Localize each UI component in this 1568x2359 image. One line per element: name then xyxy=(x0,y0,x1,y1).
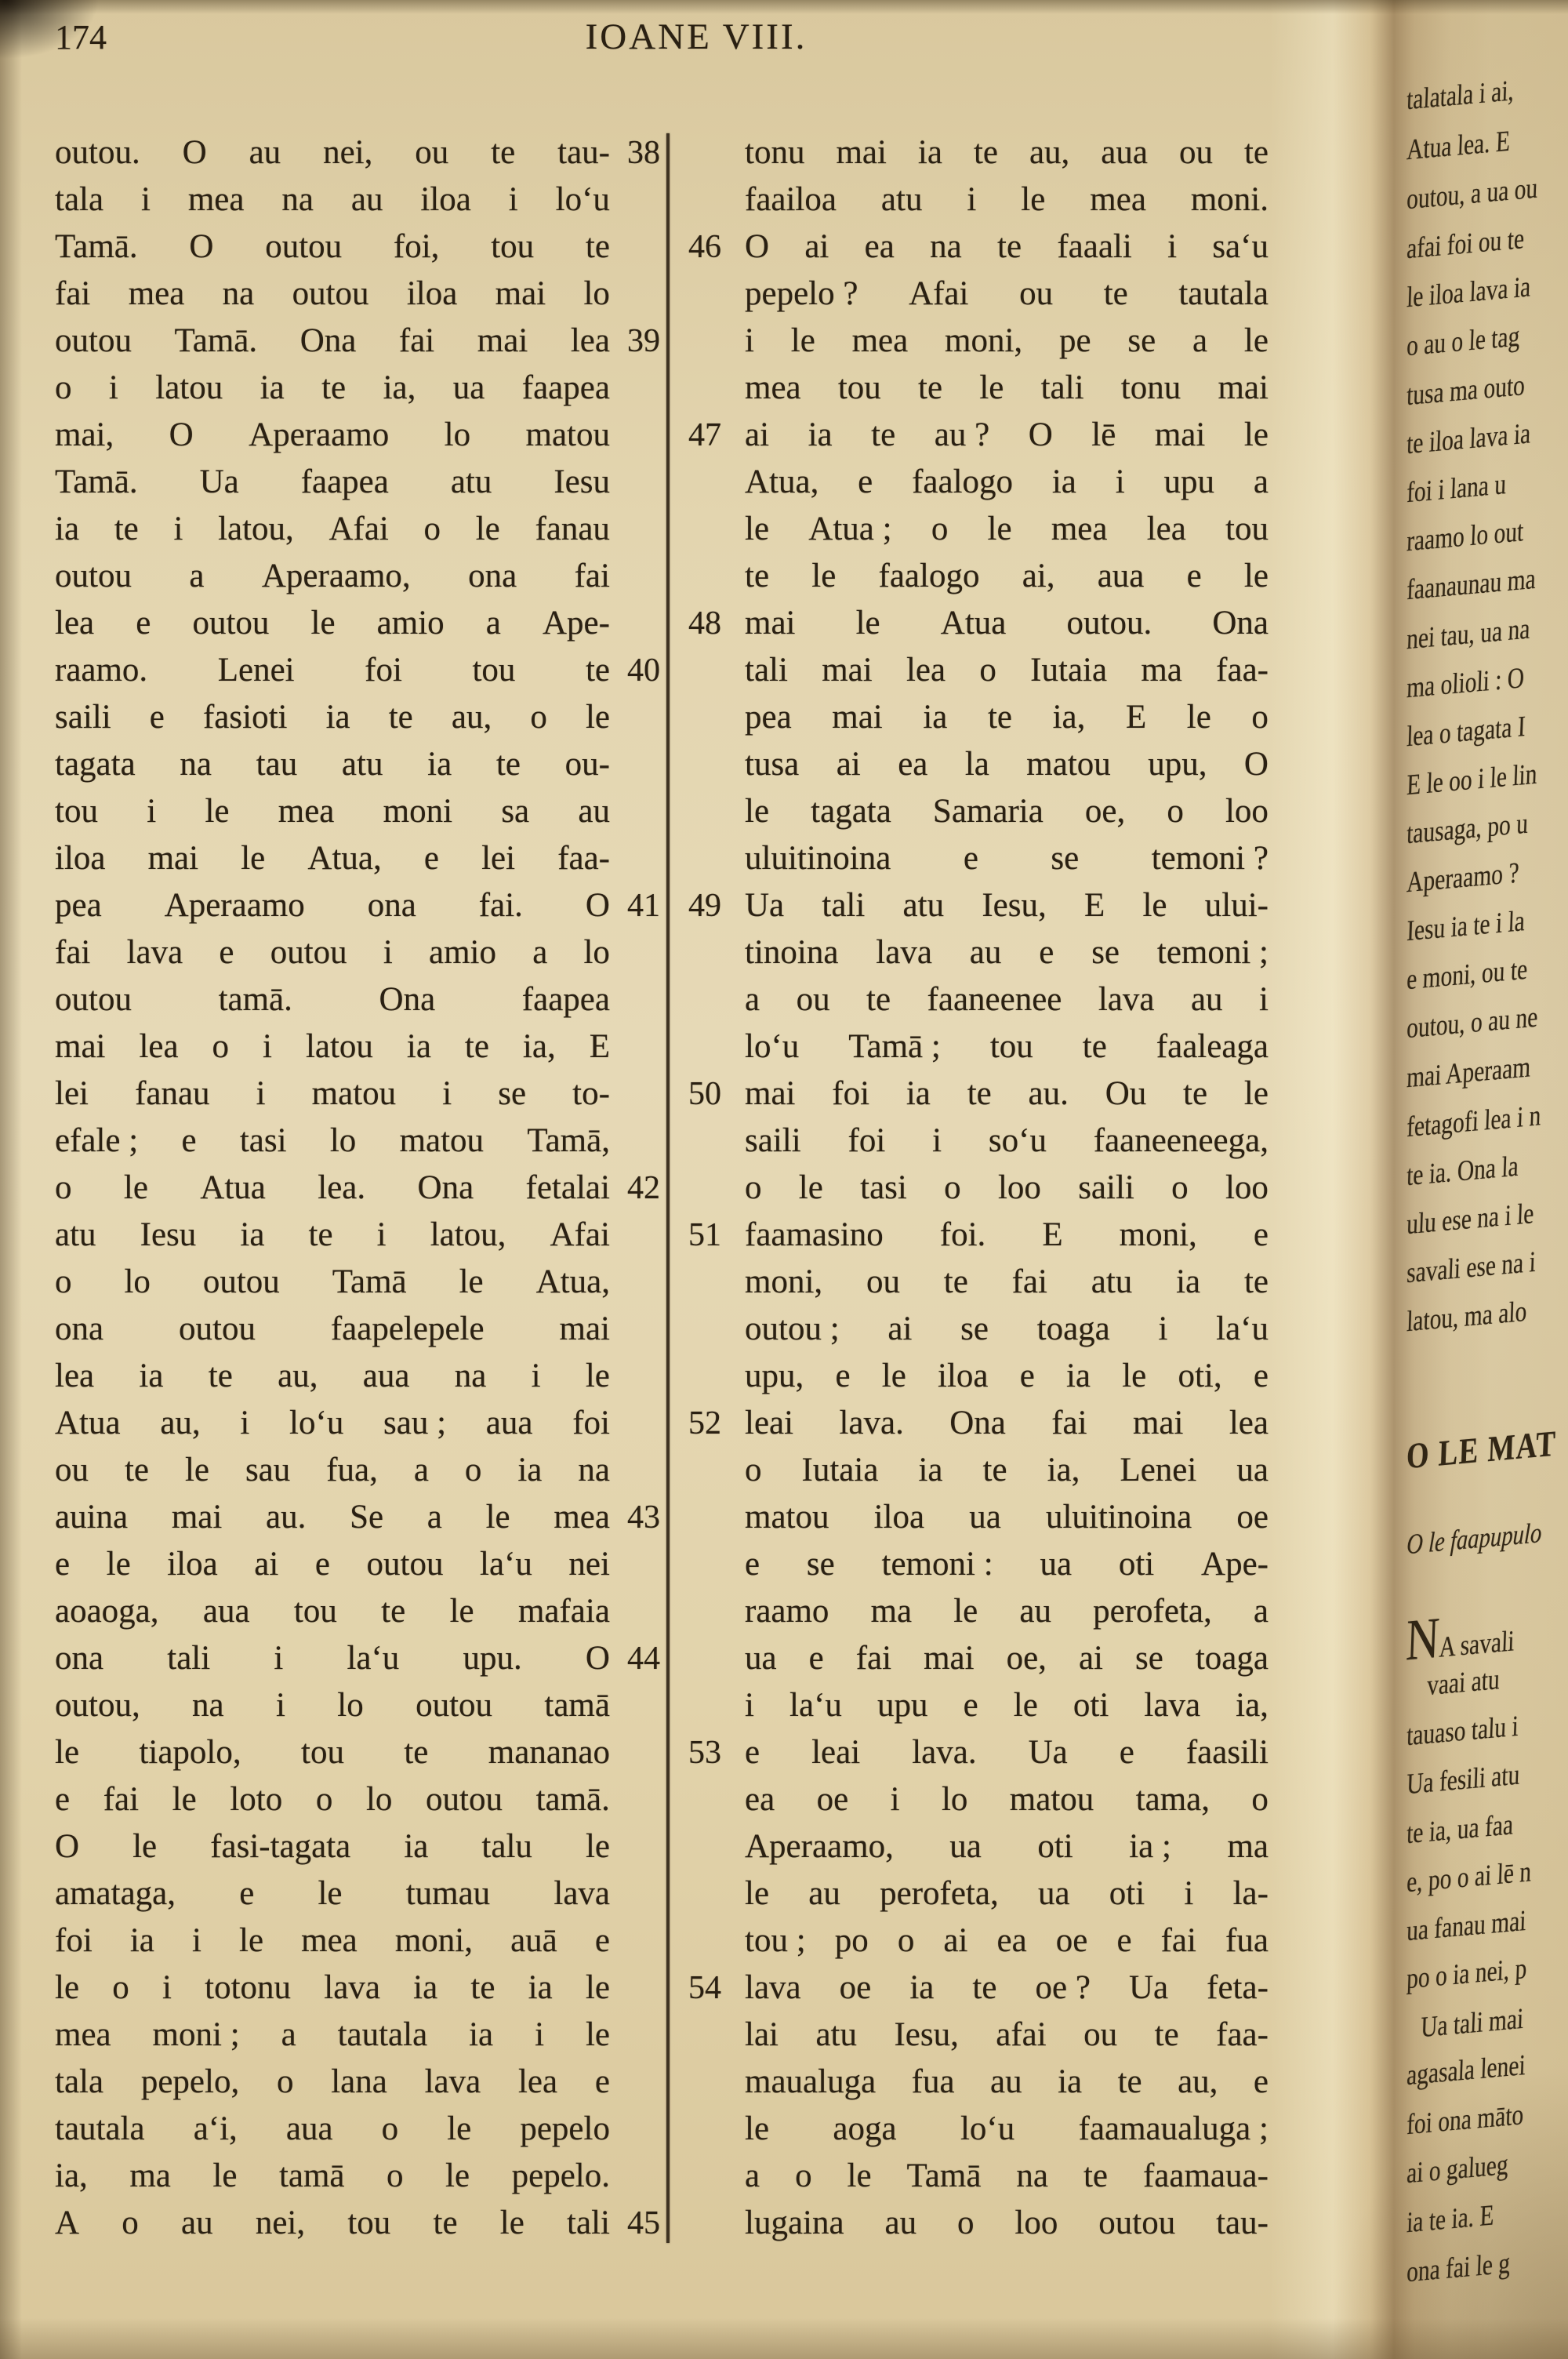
verse-text: outou Tamā. Ona fai mai lea xyxy=(55,322,610,359)
text-line xyxy=(55,1545,660,1592)
facing-text-line: afai foi ou te xyxy=(1406,222,1525,266)
verse-text: tusa ai ea la matou upu, O xyxy=(745,746,1269,783)
text-line xyxy=(688,2110,1269,2157)
verse-text: ea oe i lo matou tama, o xyxy=(745,1781,1269,1818)
text-line xyxy=(688,1780,1269,1827)
verse-text: ai ia te au ? O lē mai le xyxy=(745,416,1269,453)
verse-text: foi ia i le mea moni, auā e xyxy=(55,1922,610,1959)
verse-text: le Atua ; o le mea lea tou xyxy=(745,511,1269,547)
verse-text: mea tou te le tali tonu mai xyxy=(745,369,1269,406)
verse-text: pea Aperaamo ona fai. O xyxy=(55,887,610,924)
verse-text: tautala a‘i, aua o le pepelo xyxy=(55,2110,610,2147)
verse-text: faailoa atu i le mea moni. xyxy=(745,181,1269,218)
verse-text: outou, na i lo outou tamā xyxy=(55,1687,610,1724)
text-line xyxy=(688,2016,1269,2063)
verse-text: leai lava. Ona fai mai lea xyxy=(745,1405,1269,1441)
text-line xyxy=(688,510,1269,557)
verse-text: matou iloa ua uluitinoina oe xyxy=(745,1499,1269,1536)
facing-text-line: tusa ma outo xyxy=(1406,369,1526,413)
verse-text: a ou te faaneenee lava au i xyxy=(745,981,1269,1018)
verse-text: upu, e le iloa e ia le oti, e xyxy=(745,1358,1269,1394)
facing-page-partial-column xyxy=(1407,0,1568,2359)
text-line xyxy=(688,557,1269,604)
verse-number: 47 xyxy=(688,417,721,453)
verse-text: ona outou faapelepele mai xyxy=(55,1310,610,1347)
verse-text: lai atu Iesu, afai ou te faa- xyxy=(745,2016,1269,2053)
text-line xyxy=(55,227,660,274)
text-line xyxy=(688,463,1269,510)
facing-chapter-opening-line: NA savali xyxy=(1405,1605,1515,1674)
verse-number: 52 xyxy=(688,1405,721,1441)
verse-text: Atua au, i lo‘u sau ; aua foi xyxy=(55,1405,610,1441)
facing-text-line: po o ia nei, p xyxy=(1406,1952,1528,1996)
text-line xyxy=(55,322,660,369)
verse-text: ia te i latou, Afai o le fanau xyxy=(55,511,610,547)
verse-text: tinoina lava au e se temoni ; xyxy=(745,934,1269,971)
facing-text-line: ulu ese na i le xyxy=(1406,1197,1535,1241)
verse-text: i le mea moni, pe se a le xyxy=(745,322,1269,359)
text-line xyxy=(55,2016,660,2063)
text-line xyxy=(55,1733,660,1780)
verse-text: mea moni ; a tautala ia i le xyxy=(55,2016,610,2053)
verse-number: 54 xyxy=(688,1970,721,2006)
text-line xyxy=(688,792,1269,839)
facing-section-heading: O LE MAT xyxy=(1406,1423,1558,1477)
text-line xyxy=(688,839,1269,886)
facing-text-line: agasala lenei xyxy=(1406,2048,1526,2092)
text-line xyxy=(55,1639,660,1686)
verse-text: Atua, e faalogo ia i upu a xyxy=(745,463,1269,500)
verse-text: e leai lava. Ua e faasili xyxy=(745,1734,1269,1771)
verse-text: A o au nei, tou te le tali xyxy=(55,2205,610,2241)
left-text-column xyxy=(55,133,660,2251)
facing-text-line: te ia. Ona la xyxy=(1406,1150,1519,1193)
verse-text: maualuga fua au ia te au, e xyxy=(745,2063,1269,2100)
text-line xyxy=(688,1074,1269,1121)
facing-text-line: outou, o au ne xyxy=(1406,1001,1539,1045)
facing-text-line: Atua lea. E xyxy=(1406,125,1511,167)
facing-text-line: savali ese na i xyxy=(1406,1245,1537,1290)
verse-text: tonu mai ia te au, aua ou te xyxy=(745,134,1269,171)
verse-number: 44 xyxy=(627,1641,660,1677)
text-line xyxy=(55,1874,660,1921)
facing-text-line: Iesu ia te i la xyxy=(1406,904,1526,948)
verse-text: Tamā. O outou foi, tou te xyxy=(55,228,610,265)
text-line xyxy=(55,698,660,745)
facing-text-line: ua fanau mai xyxy=(1406,1904,1527,1948)
facing-text-line: Ua tali mai xyxy=(1420,2002,1524,2045)
text-line xyxy=(688,1592,1269,1639)
text-line xyxy=(688,1263,1269,1310)
verse-text: raamo. Lenei foi tou te xyxy=(55,652,610,689)
verse-text: mai, O Aperaamo lo matou xyxy=(55,416,610,453)
facing-text-line: ma olioli : O xyxy=(1406,661,1525,705)
text-line xyxy=(55,2110,660,2157)
text-line xyxy=(55,980,660,1027)
text-line xyxy=(688,886,1269,933)
text-line xyxy=(55,416,660,463)
verse-number: 41 xyxy=(627,888,660,924)
verse-text: o lo outou Tamā le Atua, xyxy=(55,1263,610,1300)
facing-text-line: tauaso talu i xyxy=(1406,1710,1519,1753)
verse-text: lea ia te au, aua na i le xyxy=(55,1358,610,1394)
verse-number: 45 xyxy=(627,2205,660,2241)
verse-text: mai foi ia te au. Ou te le xyxy=(745,1075,1269,1112)
facing-text-line: Aperaamo ? xyxy=(1406,856,1520,900)
text-line xyxy=(688,1121,1269,1169)
verse-number: 40 xyxy=(627,652,660,689)
text-line xyxy=(55,2063,660,2110)
text-line xyxy=(55,369,660,416)
text-line xyxy=(55,1827,660,1874)
text-line xyxy=(55,792,660,839)
text-line xyxy=(55,2157,660,2204)
facing-text-line: foi ona māto xyxy=(1406,2098,1525,2142)
verse-text: te le faalogo ai, aua e le xyxy=(745,558,1269,594)
verse-text: auina mai au. Se a le mea xyxy=(55,1499,610,1536)
text-line xyxy=(55,2204,660,2251)
text-line xyxy=(688,698,1269,745)
text-line xyxy=(55,1686,660,1733)
text-line xyxy=(55,557,660,604)
facing-text-line: te iloa lava ia xyxy=(1406,417,1531,461)
facing-text-line: E le oo i le lin xyxy=(1406,758,1538,802)
text-line xyxy=(55,1498,660,1545)
text-line xyxy=(688,1686,1269,1733)
text-line xyxy=(688,416,1269,463)
facing-drop-cap: N xyxy=(1405,1605,1441,1674)
text-line xyxy=(55,133,660,180)
verse-text: tagata na tau atu ia te ou- xyxy=(55,746,610,783)
verse-text: le au perofeta, ua oti i la- xyxy=(745,1875,1269,1912)
facing-text-line: Ua fesili atu xyxy=(1406,1758,1521,1801)
verse-number: 39 xyxy=(627,323,660,359)
text-line xyxy=(688,322,1269,369)
facing-text-line: talatala i ai, xyxy=(1406,75,1515,117)
text-line xyxy=(688,1733,1269,1780)
text-line xyxy=(55,651,660,698)
verse-text: le o i totonu lava ia te ia le xyxy=(55,1969,610,2006)
facing-text-line: mai Aperaam xyxy=(1406,1051,1531,1095)
text-line xyxy=(55,1921,660,1968)
verse-text: lea e outou le amio a Ape- xyxy=(55,605,610,642)
text-line xyxy=(688,1404,1269,1451)
verse-text: lei fanau i matou i se to- xyxy=(55,1075,610,1112)
text-line xyxy=(55,1404,660,1451)
text-line xyxy=(688,369,1269,416)
text-line xyxy=(55,180,660,227)
text-line xyxy=(55,1310,660,1357)
verse-text: outou tamā. Ona faapea xyxy=(55,981,610,1018)
verse-text: uluitinoina e se temoni ? xyxy=(745,840,1269,877)
right-text-column xyxy=(688,133,1269,2251)
text-line xyxy=(55,1169,660,1216)
text-line xyxy=(688,2063,1269,2110)
facing-text-line: faanaunau ma xyxy=(1406,562,1537,607)
verse-text: mai le Atua outou. Ona xyxy=(745,605,1269,642)
facing-text-line: e, po o ai lē n xyxy=(1406,1856,1532,1899)
verse-number: 51 xyxy=(688,1217,721,1253)
verse-text: outou a Aperaamo, ona fai xyxy=(55,558,610,594)
verse-number: 43 xyxy=(627,1499,660,1536)
text-line xyxy=(688,1027,1269,1074)
text-line xyxy=(688,180,1269,227)
text-line xyxy=(688,604,1269,651)
text-line xyxy=(55,604,660,651)
facing-text-line: latou, ma alo xyxy=(1406,1295,1528,1339)
text-line xyxy=(688,1357,1269,1404)
running-head: IOANE VIII. xyxy=(585,16,808,57)
text-line xyxy=(688,133,1269,180)
text-line xyxy=(688,1310,1269,1357)
verse-text: tala i mea na au iloa i lo‘u xyxy=(55,181,610,218)
text-line xyxy=(688,2157,1269,2204)
verse-text: i la‘u upu e le oti lava ia, xyxy=(745,1687,1269,1724)
page-number: 174 xyxy=(55,18,107,56)
verse-text: raamo ma le au perofeta, a xyxy=(745,1593,1269,1630)
verse-text: fai mea na outou iloa mai lo xyxy=(55,275,610,312)
text-line xyxy=(55,1357,660,1404)
text-line xyxy=(55,886,660,933)
verse-number: 46 xyxy=(688,229,721,265)
text-line xyxy=(688,227,1269,274)
text-line xyxy=(55,1451,660,1498)
facing-text-line: foi i lana u xyxy=(1406,467,1507,510)
verse-text: amataga, e le tumau lava xyxy=(55,1875,610,1912)
verse-text: tala pepelo, o lana lava lea e xyxy=(55,2063,610,2100)
verse-text: Aperaamo, ua oti ia ; ma xyxy=(745,1828,1269,1865)
verse-text: efale ; e tasi lo matou Tamā, xyxy=(55,1122,610,1159)
facing-text-line: vaai atu xyxy=(1426,1663,1501,1703)
verse-number: 53 xyxy=(688,1735,721,1771)
text-line xyxy=(688,1216,1269,1263)
verse-text: e fai le loto o lo outou tamā. xyxy=(55,1781,610,1818)
text-line xyxy=(688,933,1269,980)
text-line xyxy=(55,1074,660,1121)
text-line xyxy=(688,745,1269,792)
facing-text-line: le iloa lava ia xyxy=(1406,271,1531,314)
text-line xyxy=(688,1545,1269,1592)
facing-text-line: ia te ia. E xyxy=(1406,2199,1495,2240)
text-line xyxy=(688,274,1269,322)
verse-number: 49 xyxy=(688,888,721,924)
verse-text: ou te le sau fua, a o ia na xyxy=(55,1452,610,1488)
verse-text: pepelo ? Afai ou te tautala xyxy=(745,275,1269,312)
verse-text: Ua tali atu Iesu, E le ului- xyxy=(745,887,1269,924)
facing-section-subtitle-italic: O le faapupulo xyxy=(1406,1516,1543,1561)
text-line xyxy=(688,980,1269,1027)
text-line xyxy=(688,1827,1269,1874)
verse-text: le tagata Samaria oe, o loo xyxy=(745,793,1269,830)
facing-text-line: o au o le tag xyxy=(1406,320,1521,363)
verse-text: le tiapolo, tou te mananao xyxy=(55,1734,610,1771)
verse-text: moni, ou te fai atu ia te xyxy=(745,1263,1269,1300)
verse-text: iloa mai le Atua, e lei faa- xyxy=(55,840,610,877)
text-line xyxy=(55,1027,660,1074)
text-line xyxy=(55,274,660,322)
text-line xyxy=(55,933,660,980)
verse-text: ona tali i la‘u upu. O xyxy=(55,1640,610,1677)
text-line xyxy=(688,1874,1269,1921)
verse-text: O le fasi-tagata ia talu le xyxy=(55,1828,610,1865)
text-line xyxy=(688,1639,1269,1686)
text-line xyxy=(55,745,660,792)
verse-text: fai lava e outou i amio a lo xyxy=(55,934,610,971)
verse-text: faamasino foi. E moni, e xyxy=(745,1216,1269,1253)
verse-text: a o le Tamā na te faamaua- xyxy=(745,2157,1269,2194)
verse-text: atu Iesu ia te i latou, Afai xyxy=(55,1216,610,1253)
facing-text-line: outou, a ua ou xyxy=(1406,172,1539,216)
verse-text: saili foi i so‘u faaneeneega, xyxy=(745,1122,1269,1159)
verse-text: o Iutaia ia te ia, Lenei ua xyxy=(745,1452,1269,1488)
text-line xyxy=(55,839,660,886)
text-line xyxy=(55,510,660,557)
text-line xyxy=(55,1968,660,2016)
text-line xyxy=(688,651,1269,698)
verse-text: lo‘u Tamā ; tou te faaleaga xyxy=(745,1028,1269,1065)
verse-text: lugaina au o loo outou tau- xyxy=(745,2205,1269,2241)
text-line xyxy=(688,1169,1269,1216)
verse-number: 38 xyxy=(627,135,660,171)
verse-text: e le iloa ai e outou la‘u nei xyxy=(55,1546,610,1583)
verse-text: lava oe ia te oe ? Ua feta- xyxy=(745,1969,1269,2006)
facing-text-line: nei tau, ua na xyxy=(1406,612,1531,656)
text-line xyxy=(55,463,660,510)
verse-text: tou i le mea moni sa au xyxy=(55,793,610,830)
text-line xyxy=(55,1121,660,1169)
text-line xyxy=(688,2204,1269,2251)
facing-text-line: ona fai le g xyxy=(1406,2247,1511,2289)
verse-text: e se temoni : ua oti Ape- xyxy=(745,1546,1269,1583)
facing-text-line: ai o galueg xyxy=(1406,2148,1509,2190)
verse-number: 42 xyxy=(627,1170,660,1206)
text-line xyxy=(55,1780,660,1827)
verse-text: saili e fasioti ia te au, o le xyxy=(55,699,610,736)
text-line xyxy=(688,1451,1269,1498)
text-line xyxy=(55,1592,660,1639)
verse-text: o le Atua lea. Ona fetalai xyxy=(55,1169,610,1206)
text-line xyxy=(688,1921,1269,1968)
text-line xyxy=(55,1263,660,1310)
facing-text-line: tausaga, po u xyxy=(1406,807,1529,851)
verse-text: le aoga lo‘u faamaualuga ; xyxy=(745,2110,1269,2147)
verse-text: aoaoga, aua tou te le mafaia xyxy=(55,1593,610,1630)
verse-text: mai lea o i latou ia te ia, E xyxy=(55,1028,610,1065)
verse-text: outou. O au nei, ou te tau- xyxy=(55,134,610,171)
verse-number: 50 xyxy=(688,1076,721,1112)
verse-text: O ai ea na te faaali i sa‘u xyxy=(745,228,1269,265)
facing-text-line: fetagofi lea i n xyxy=(1406,1100,1542,1144)
verse-text: tali mai lea o Iutaia ma faa- xyxy=(745,652,1269,689)
verse-text: tou ; po o ai ea oe e fai fua xyxy=(745,1922,1269,1959)
verse-text: pea mai ia te ia, E le o xyxy=(745,699,1269,736)
verse-text: o i latou ia te ia, ua faapea xyxy=(55,369,610,406)
facing-text-line: raamo lo out xyxy=(1406,514,1525,558)
column-divider-rule xyxy=(666,133,670,2243)
verse-text: o le tasi o loo saili o loo xyxy=(745,1169,1269,1206)
text-line xyxy=(688,1968,1269,2016)
facing-text-line: e moni, ou te xyxy=(1406,953,1528,997)
text-line xyxy=(55,1216,660,1263)
verse-text: ia, ma le tamā o le pepelo. xyxy=(55,2157,610,2194)
facing-text-line: te ia, ua faa xyxy=(1406,1808,1514,1851)
verse-number: 48 xyxy=(688,605,721,642)
facing-text-line: lea o tagata I xyxy=(1406,710,1526,754)
verse-text: ua e fai mai oe, ai se toaga xyxy=(745,1640,1269,1677)
verse-text: Tamā. Ua faapea atu Iesu xyxy=(55,463,610,500)
text-line xyxy=(688,1498,1269,1545)
verse-text: outou ; ai se toaga i la‘u xyxy=(745,1310,1269,1347)
